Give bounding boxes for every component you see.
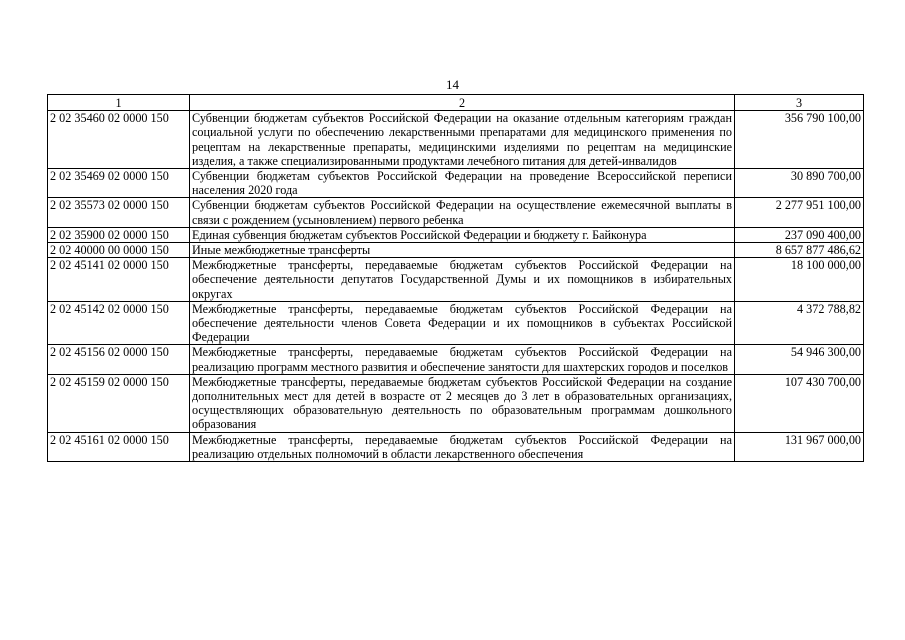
- amount-cell: 18 100 000,00: [735, 258, 864, 302]
- description-cell: Межбюджетные трансферты, передаваемые бюджетам субъектов Российской Федерации на реализацию отдельных полномочий в области лекарственного обеспечения: [190, 432, 735, 461]
- description-cell: Иные межбюджетные трансферты: [190, 243, 735, 258]
- amount-cell: 4 372 788,82: [735, 301, 864, 345]
- page-number: 14: [446, 77, 459, 92]
- table-row: [48, 345, 864, 374]
- column-header-code: 1: [48, 95, 190, 111]
- table-row: [48, 432, 864, 461]
- description-cell: Межбюджетные трансферты, передаваемые бюджетам субъектов Российской Федерации на обеспечение деятельности членов Совета Федерации и их помощников в субъектах Российской Федерации: [190, 301, 735, 345]
- budget-revenue-table: [47, 94, 864, 462]
- table-row: [48, 198, 864, 227]
- description-cell: Единая субвенция бюджетам субъектов Российской Федерации и бюджету г. Байконура: [190, 227, 735, 242]
- amount-cell: 8 657 877 486,62: [735, 243, 864, 258]
- amount-cell: 131 967 000,00: [735, 432, 864, 461]
- table-row: [48, 374, 864, 432]
- description-cell: Межбюджетные трансферты, передаваемые бюджетам субъектов Российской Федерации на реализацию программ местного развития и обеспечение занятости для шахтерских городов и поселков: [190, 345, 735, 374]
- budget-code-cell: 2 02 45142 02 0000 150: [48, 301, 190, 345]
- amount-cell: 2 277 951 100,00: [735, 198, 864, 227]
- amount-cell: 30 890 700,00: [735, 169, 864, 198]
- table-row: [48, 243, 864, 258]
- budget-code-cell: 2 02 35469 02 0000 150: [48, 169, 190, 198]
- table-header-row: [48, 95, 864, 111]
- table-row: [48, 301, 864, 345]
- budget-code-cell: 2 02 35573 02 0000 150: [48, 198, 190, 227]
- amount-cell: 54 946 300,00: [735, 345, 864, 374]
- budget-code-cell: 2 02 45159 02 0000 150: [48, 374, 190, 432]
- table-row: [48, 227, 864, 242]
- description-cell: Межбюджетные трансферты, передаваемые бюджетам субъектов Российской Федерации на обеспечение деятельности депутатов Государственной Думы и их помощников в избирательных округах: [190, 258, 735, 302]
- table-row: [48, 111, 864, 169]
- description-cell: Субвенции бюджетам субъектов Российской Федерации на оказание отдельным категориям граждан социальной услуги по обеспечению лекарственными препаратами для медицинского применения по рецептам на лекарственные препараты, медицинскими изделиями по рецептам на медицинские изделия, а также специализированными продуктами лечебного питания для детей-инвалидов: [190, 111, 735, 169]
- budget-code-cell: 2 02 40000 00 0000 150: [48, 243, 190, 258]
- description-cell: Субвенции бюджетам субъектов Российской Федерации на проведение Всероссийской переписи населения 2020 года: [190, 169, 735, 198]
- column-header-description: 2: [190, 95, 735, 111]
- amount-cell: 356 790 100,00: [735, 111, 864, 169]
- budget-code-cell: 2 02 35900 02 0000 150: [48, 227, 190, 242]
- description-cell: Субвенции бюджетам субъектов Российской Федерации на осуществление ежемесячной выплаты в связи с рождением (усыновлением) первого ребенка: [190, 198, 735, 227]
- budget-code-cell: 2 02 45161 02 0000 150: [48, 432, 190, 461]
- amount-cell: 237 090 400,00: [735, 227, 864, 242]
- description-cell: Межбюджетные трансферты, передаваемые бюджетам субъектов Российской Федерации на создание дополнительных мест для детей в возрасте от 2 месяцев до 3 лет в образовательных организациях, осуществляющих образовательную деятельность по образовательным программам дошкольного образования: [190, 374, 735, 432]
- budget-code-cell: 2 02 35460 02 0000 150: [48, 111, 190, 169]
- table-row: [48, 169, 864, 198]
- budget-code-cell: 2 02 45141 02 0000 150: [48, 258, 190, 302]
- budget-code-cell: 2 02 45156 02 0000 150: [48, 345, 190, 374]
- table-row: [48, 258, 864, 302]
- column-header-amount: 3: [735, 95, 864, 111]
- amount-cell: 107 430 700,00: [735, 374, 864, 432]
